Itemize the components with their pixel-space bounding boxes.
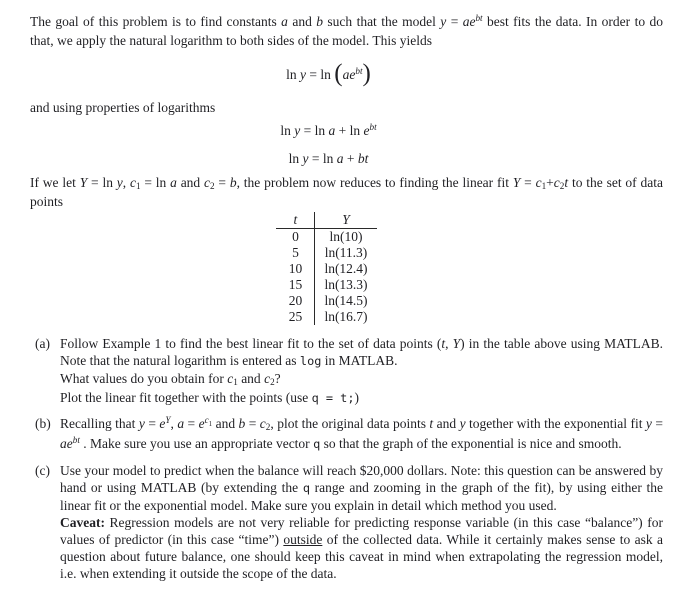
part-c-text: Use your model to predict when the balance will reach $20,000 dollars. Note: this question can be answered by hand or using MATLAB (by extending the q range and zooming in the graph of the fit), by using either the linear fit or the exponential model. Make sure you explain in detail which method you used.	[60, 463, 664, 513]
table-row	[276, 293, 376, 309]
table-row	[276, 277, 376, 293]
part-a-line-3: Plot the linear fit together with the points (use q = t;)	[60, 390, 359, 405]
table-cell-Y: ln(13.3)	[324, 277, 368, 292]
part-a-line-1: Follow Example 1 to find the best linear fit to the set of data points (t, Y) in the table above using MATLAB. Note that the natural logarithm is entered as log in MATLAB.	[60, 336, 663, 368]
table-cell-t: 25	[276, 309, 315, 325]
table-cell-Y: ln(12.4)	[324, 261, 368, 276]
linear-fit-paragraph: If we let Y = ln y, c1 = ln a and c2 = b, the problem now reduces to finding the linear fit Y = c1+c2t to the set of data points	[30, 175, 663, 209]
table-cell-t: 10	[276, 261, 315, 277]
part-b	[30, 415, 663, 454]
table-header-Y: Y	[315, 212, 377, 229]
table-row	[276, 229, 376, 246]
part-c	[30, 462, 663, 582]
properties-of-logarithms-line: and using properties of logarithms	[30, 100, 216, 115]
table-cell-t: 15	[276, 277, 315, 293]
table-row	[276, 245, 376, 261]
part-b-label: (b)	[35, 416, 51, 431]
part-c-label: (c)	[35, 463, 50, 478]
table-cell-Y: ln(14.5)	[324, 293, 368, 308]
table-header-row	[276, 212, 376, 229]
data-table	[276, 212, 376, 325]
table-cell-t: 20	[276, 293, 315, 309]
table-header-t: t	[276, 212, 315, 229]
caveat-paragraph: Caveat: Regression models are not very reliable for predicting response variable (in this case “balance”) for values of predictor (in this case “time”) outside of the collected data. While it certainly makes sense to ask a question about future balance, one should keep this caveat in mind when extrapolating the regression model, i.e. when extending it outside the scope of the data.	[60, 515, 663, 581]
table-cell-Y: ln(16.7)	[324, 309, 368, 324]
part-c-body	[60, 462, 663, 582]
part-b-text: Recalling that $y = e^Y$, $a = e^c1$ and b = c2, plot the original data points t and y together with the exponential fit $y = ae^{bt}$ . Make sure you use an appropriate vector q so that the graph of the exponential is nice and smooth.	[60, 414, 663, 451]
table-cell-Y: ln(11.3)	[324, 245, 368, 260]
table-cell-Y: ln(10)	[329, 229, 363, 244]
table-cell-t: 0	[276, 229, 315, 246]
part-a	[30, 335, 663, 407]
part-a-body	[60, 335, 663, 407]
intro-paragraph: The goal of this problem is to find constants a and b such that the model $y = ae^{bt}$ best fits the data. In order to do that, we apply the natural logarithm to both sides of the model. This yields	[30, 12, 663, 48]
part-b-body	[60, 415, 663, 454]
equation-ln-expanded: $\ln y = \ln a + \ln e^{bt}$	[280, 121, 377, 138]
table-row	[276, 261, 376, 277]
equation-linear-form: ln y = ln a + bt	[288, 151, 369, 166]
table-cell-t: 5	[276, 245, 315, 261]
part-a-line-2: What values do you obtain for c1 and c2?	[60, 371, 281, 388]
equation-ln-both-sides: $\ln y = \ln (ae^{bt})$	[286, 60, 371, 88]
part-a-label: (a)	[35, 336, 50, 351]
table-row	[276, 309, 376, 325]
